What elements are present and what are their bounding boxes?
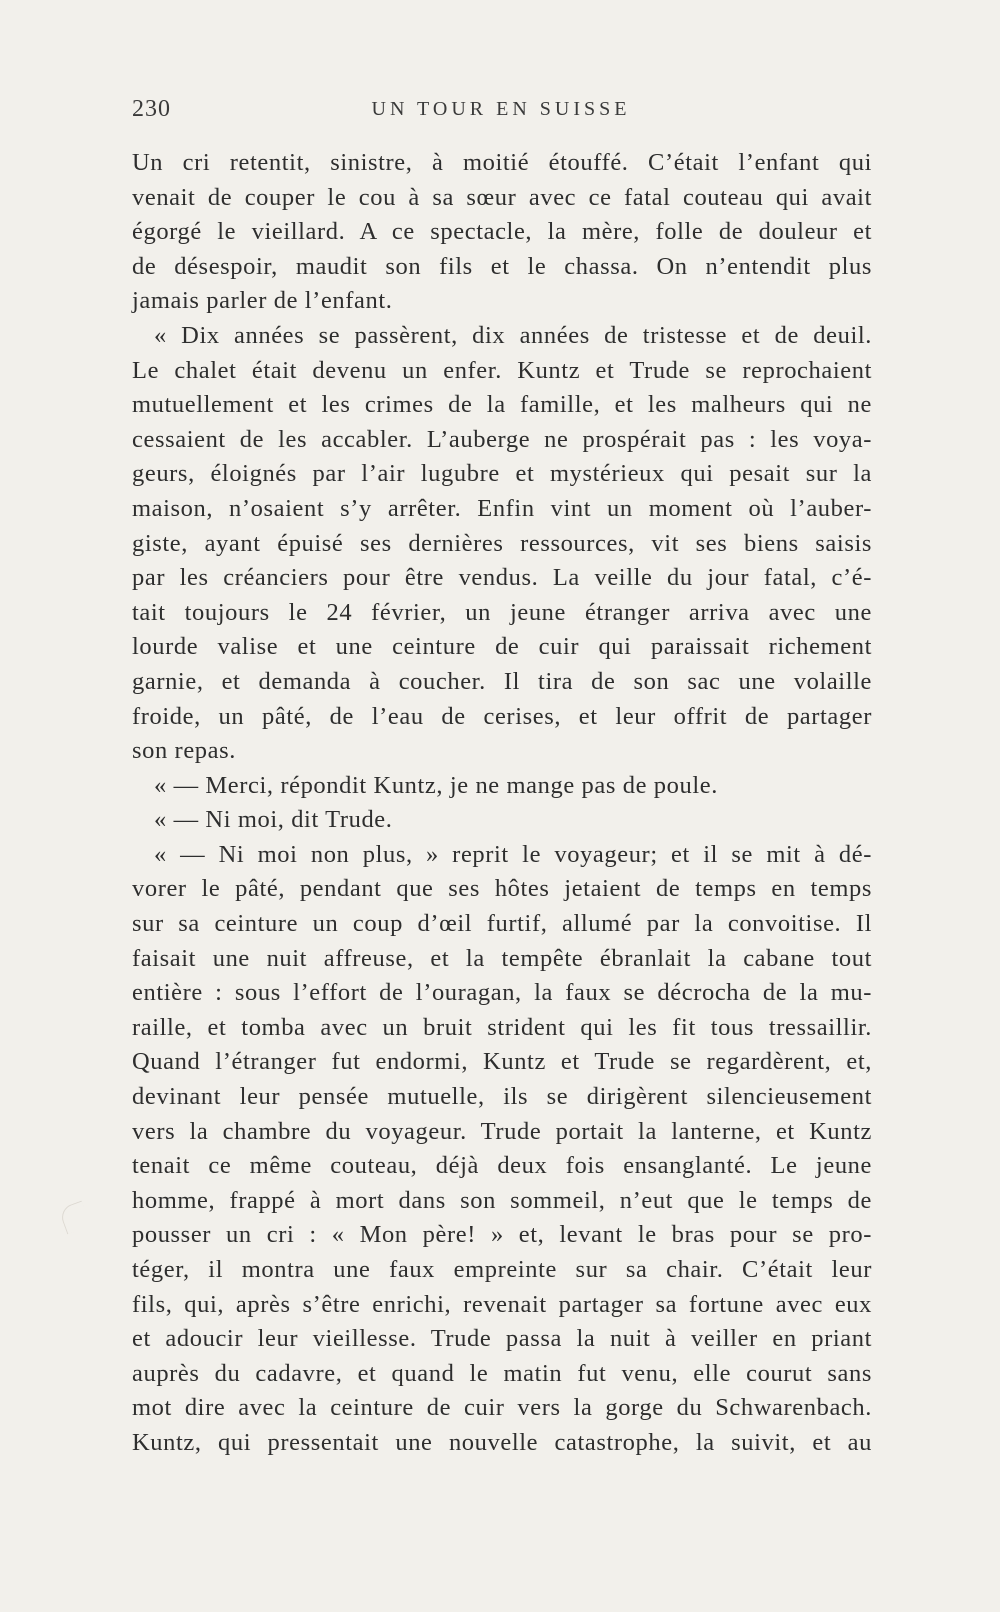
text-line: Le chalet était devenu un enfer. Kuntz et Trude se reprochaient bbox=[132, 356, 872, 384]
text-line: garnie, et demanda à coucher. Il tira de son sac une volaille bbox=[132, 667, 872, 695]
text-line: faisait une nuit affreuse, et la tempête ébranlait la cabane tout bbox=[132, 944, 872, 972]
text-line: jamais parler de l’enfant. bbox=[132, 287, 393, 315]
text-line: fils, qui, après s’être enrichi, revenait partager sa fortune avec eux bbox=[132, 1290, 872, 1318]
text-line: Quand l’étranger fut endormi, Kuntz et Trude se regardèrent, et, bbox=[132, 1048, 872, 1076]
text-line: « — Ni moi non plus, » reprit le voyageur; et il se mit à dé- bbox=[154, 840, 872, 868]
text-line: son repas. bbox=[132, 737, 236, 765]
text-line: maison, n’osaient s’y arrêter. Enfin vint un moment où l’auber- bbox=[132, 494, 872, 522]
text-line: téger, il montra une faux empreinte sur sa chair. C’était leur bbox=[132, 1256, 872, 1283]
text-line: devinant leur pensée mutuelle, ils se dirigèrent silencieusement bbox=[132, 1083, 872, 1111]
text-line: tait toujours le 24 février, un jeune étranger arriva avec une bbox=[132, 598, 872, 626]
text-line: homme, frappé à mort dans son sommeil, n’eut que le temps de bbox=[132, 1186, 872, 1214]
text-line: sur sa ceinture un coup d’œil furtif, allumé par la convoitise. Il bbox=[132, 910, 872, 938]
text-line: vorer le pâté, pendant que ses hôtes jetaient de temps en temps bbox=[132, 875, 872, 903]
text-line: et adoucir leur vieillesse. Trude passa la nuit à veiller en priant bbox=[132, 1325, 872, 1353]
text-line: froide, un pâté, de l’eau de cerises, et leur offrit de partager bbox=[132, 702, 872, 730]
text-line: égorgé le vieillard. A ce spectacle, la mère, folle de douleur et bbox=[132, 218, 872, 246]
text-line: auprès du cadavre, et quand le matin fut venu, elle courut sans bbox=[132, 1359, 872, 1387]
running-title: UN TOUR EN SUISSE bbox=[371, 98, 631, 120]
text-line: « — Merci, répondit Kuntz, je ne mange pas de poule. bbox=[154, 771, 718, 799]
text-line: geurs, éloignés par l’air lugubre et mystérieux qui pesait sur la bbox=[132, 460, 872, 488]
text-line: raille, et tomba avec un bruit strident qui les fit tous tressaillir. bbox=[132, 1013, 872, 1041]
text-line: pousser un cri : « Mon père! » et, levant le bras pour se pro- bbox=[132, 1221, 872, 1249]
page-number: 230 bbox=[132, 96, 171, 122]
text-line: Kuntz, qui pressentait une nouvelle catastrophe, la suivit, et au bbox=[132, 1428, 872, 1456]
text-line: tenait ce même couteau, déjà deux fois ensanglanté. Le jeune bbox=[132, 1152, 872, 1180]
page-header bbox=[132, 96, 870, 126]
text-line: « — Ni moi, dit Trude. bbox=[154, 806, 393, 834]
text-line: giste, ayant épuisé ses dernières ressources, vit ses biens saisis bbox=[132, 529, 872, 557]
margin-stain-mark bbox=[58, 1201, 91, 1235]
text-line: mot dire avec la ceinture de cuir vers la gorge du Schwarenbach. bbox=[132, 1394, 872, 1422]
text-line: cessaient de les accabler. L’auberge ne prospérait pas : les voya- bbox=[132, 425, 872, 453]
text-line: entière : sous l’effort de l’ouragan, la faux se décrocha de la mu- bbox=[132, 979, 872, 1007]
text-line: « Dix années se passèrent, dix années de tristesse et de deuil. bbox=[154, 321, 872, 349]
text-line: lourde valise et une ceinture de cuir qui paraissait richement bbox=[132, 633, 872, 661]
text-line: vers la chambre du voyageur. Trude portait la lanterne, et Kuntz bbox=[132, 1117, 872, 1145]
text-line: venait de couper le cou à sa sœur avec ce fatal couteau qui avait bbox=[132, 183, 872, 211]
text-line: mutuellement et les crimes de la famille, et les malheurs qui ne bbox=[132, 391, 872, 419]
text-line: de désespoir, maudit son fils et le chassa. On n’entendit plus bbox=[132, 252, 872, 280]
body-text bbox=[132, 146, 872, 1461]
text-line: par les créanciers pour être vendus. La veille du jour fatal, c’é- bbox=[132, 564, 872, 592]
text-line: Un cri retentit, sinistre, à moitié étouffé. C’était l’enfant qui bbox=[132, 149, 872, 176]
